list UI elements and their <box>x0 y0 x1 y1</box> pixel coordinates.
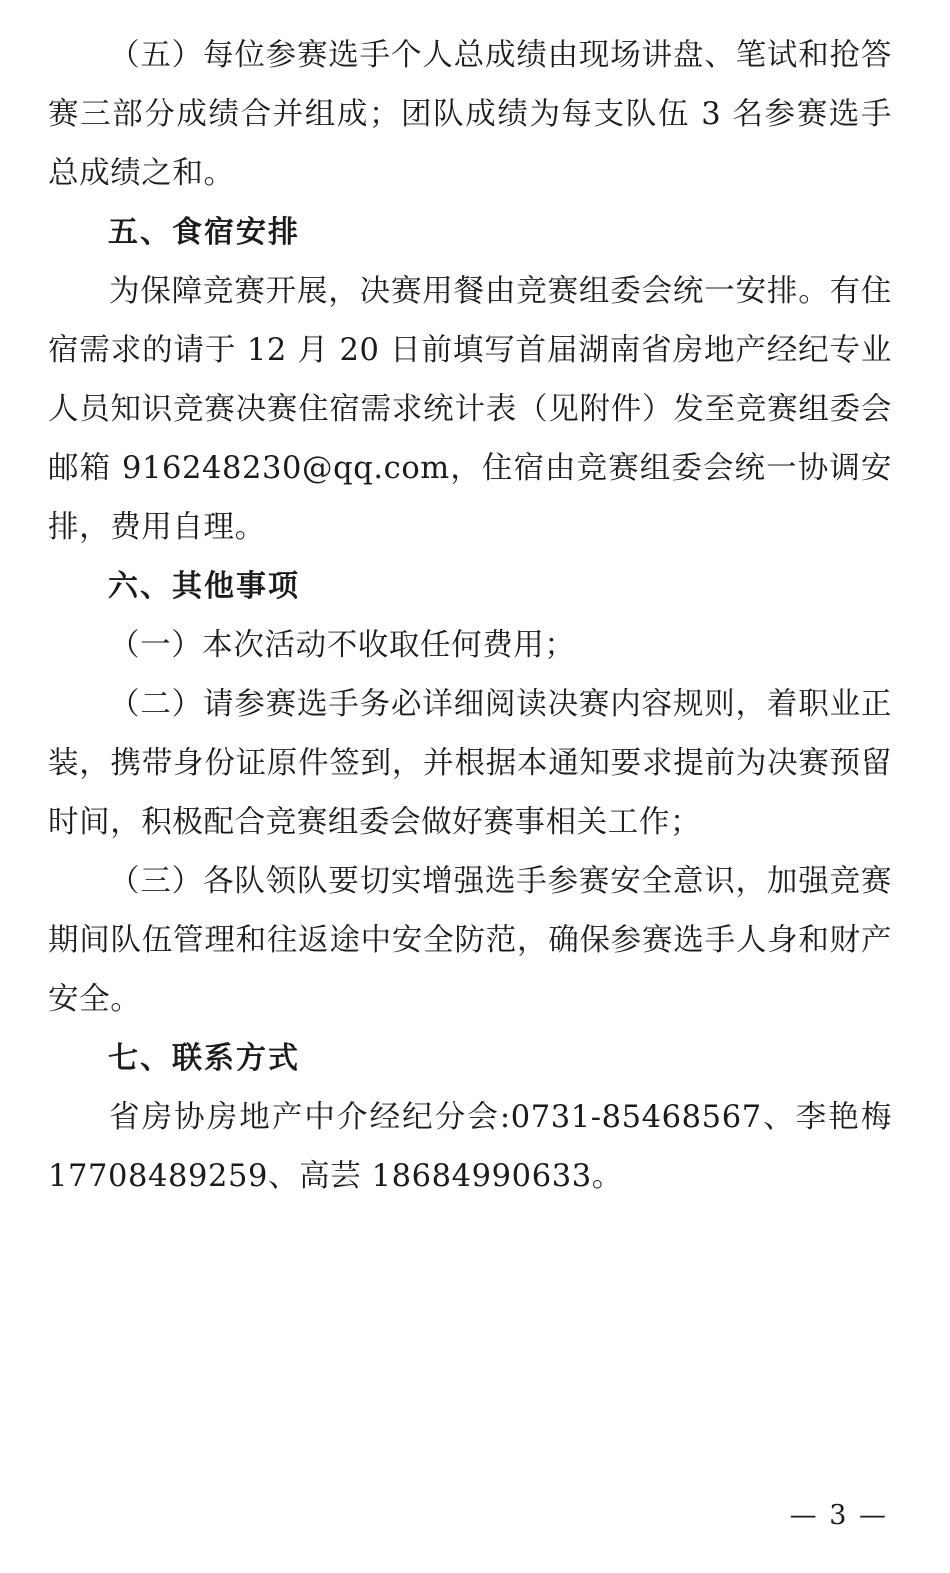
section-heading-accommodation: 五、食宿安排 <box>108 215 300 250</box>
paragraph-contact-detail: 省房协房地产中介经纪分会:0731-85468567、李艳梅 17708489259、高芸 18684990633。 <box>48 1100 892 1194</box>
section-heading-other-matters: 六、其他事项 <box>108 569 300 604</box>
paragraph-item-one: （一）本次活动不收取任何费用； <box>109 628 576 663</box>
paragraph-accommodation-detail: 为保障竞赛开展，决赛用餐由竞赛组委会统一安排。有住宿需求的请于 12 月 20 日前填写首届湖南省房地产经纪专业人员知识竞赛决赛住宿需求统计表（见附件）发至竞赛组委会邮箱 916248230@qq.com，住宿由竞赛组委会统一协调安排，费用自理。 <box>48 274 892 545</box>
paragraph-item-three: （三）各队领队要切实增强选手参赛安全意识，加强竞赛期间队伍管理和往返途中安全防范，确保参赛选手人身和财产安全。 <box>48 864 892 1017</box>
paragraph-scoring-rules: （五）每位参赛选手个人总成绩由现场讲盘、笔试和抢答赛三部分成绩合并组成；团队成绩为每支队伍 3 名参赛选手总成绩之和。 <box>48 38 892 191</box>
document-body <box>48 26 892 1206</box>
section-heading-contact: 七、联系方式 <box>108 1041 300 1076</box>
page-number: — 3 — <box>789 1500 888 1531</box>
paragraph-item-two: （二）请参赛选手务必详细阅读决赛内容规则，着职业正装，携带身份证原件签到，并根据本通知要求提前为决赛预留时间，积极配合竞赛组委会做好赛事相关工作； <box>48 687 892 840</box>
